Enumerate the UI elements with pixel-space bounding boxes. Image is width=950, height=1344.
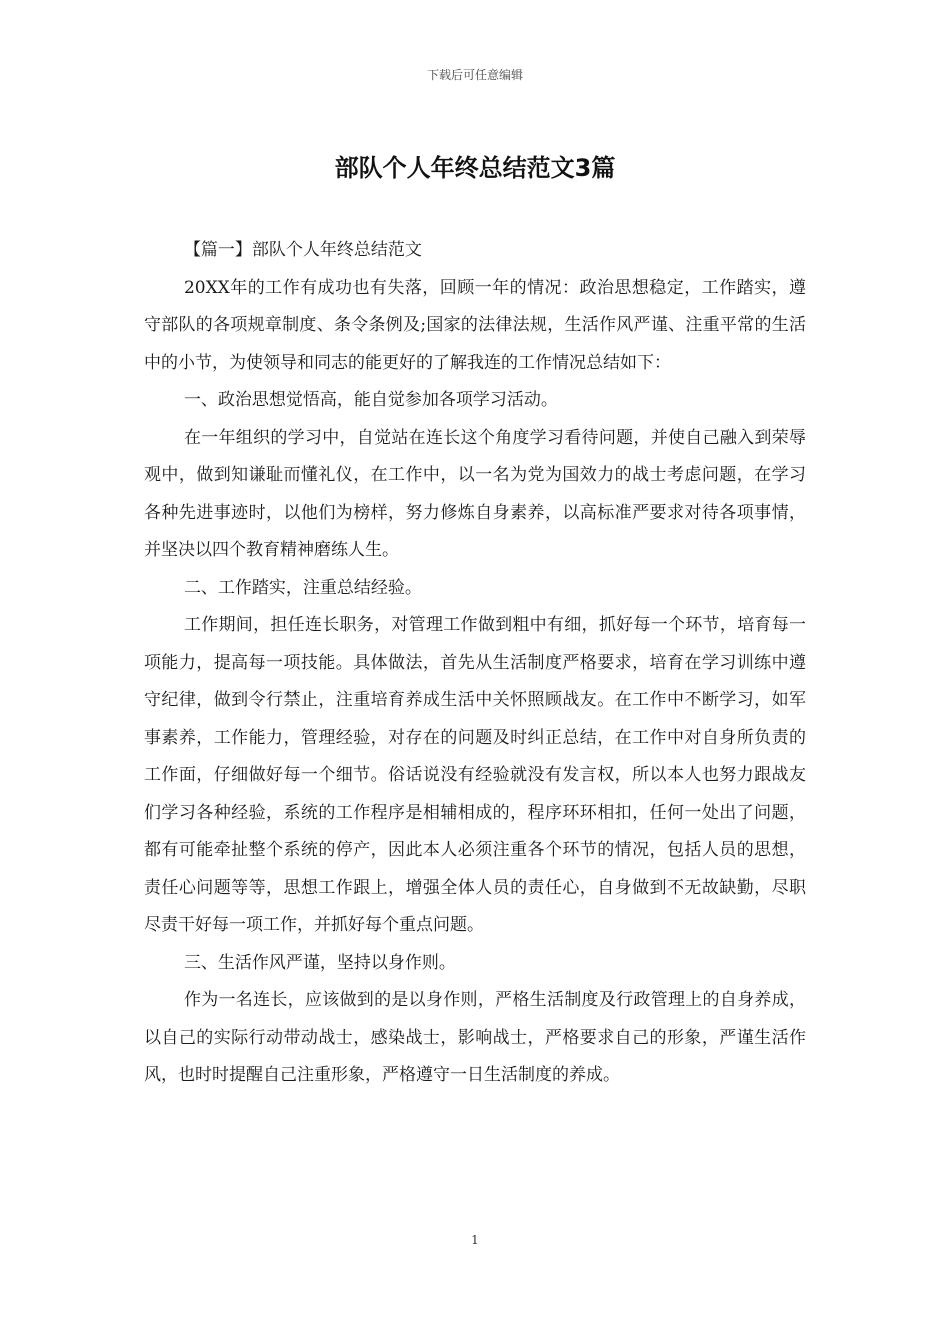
subsection-heading: 一、政治思想觉悟高，能自觉参加各项学习活动。 [183, 390, 558, 410]
paragraph: 20XX年的工作有成功也有失落，回顾一年的情况：政治思想稳定，工作踏实，遵守部队的各项规章制度、条令条例及;国家的法律法规，生活作风严谨、注重平常的生活中的小节，为使领导和同志的能更好的了解我连的工作情况总结如下： [144, 277, 806, 373]
paragraph: 作为一名连长，应该做到的是以身作则，严格生活制度及行政管理上的自身养成，以自己的实际行动带动战士，感染战士，影响战士，严格要求自己的形象，严谨生活作风，也时时提醒自己注重形象，严格遵守一日生活制度的养成。 [144, 990, 806, 1085]
section-heading: 【篇一】部队个人年终总结范文 [183, 240, 422, 260]
document-title: 部队个人年终总结范文3篇 [334, 154, 616, 182]
paragraph: 在一年组织的学习中，自觉站在连长这个角度学习看待问题，并使自己融入到荣辱观中，做到知谦耻而懂礼仪，在工作中，以一名为党为国效力的战士考虑问题，在学习各种先进事迹时，以他们为榜样，努力修炼自身素养，以高标准严要求对待各项事情，并坚决以四个教育精神磨练人生。 [144, 427, 806, 560]
header-note: 下载后可任意编辑 [426, 68, 523, 82]
subsection-heading: 三、生活作风严谨，坚持以身作则。 [183, 952, 456, 973]
subsection-heading: 二、工作踏实，注重总结经验。 [183, 577, 422, 598]
document-body [144, 232, 806, 1095]
page-number: 1 [471, 1233, 479, 1247]
paragraph: 工作期间，担任连长职务，对管理工作做到粗中有细，抓好每一个环节，培育每一项能力，提高每一项技能。具体做法，首先从生活制度严格要求，培育在学习训练中遵守纪律，做到令行禁止，注重培育养成生活中关怀照顾战友。在工作中不断学习，如军事素养，工作能力，管理经验，对存在的问题及时纠正总结，在工作中对自身所负责的工作面，仔细做好每一个细节。俗话说没有经验就没有发言权，所以本人也努力跟战友们学习各种经验，系统的工作程序是相辅相成的，程序环环相扣，任何一处出了问题，都有可能牵扯整个系统的停产，因此本人必须注重各个环节的情况，包括人员的思想，责任心问题等等，思想工作跟上，增强全体人员的责任心，自身做到不无故缺勤，尽职尽责干好每一项工作，并抓好每个重点问题。 [144, 615, 806, 935]
